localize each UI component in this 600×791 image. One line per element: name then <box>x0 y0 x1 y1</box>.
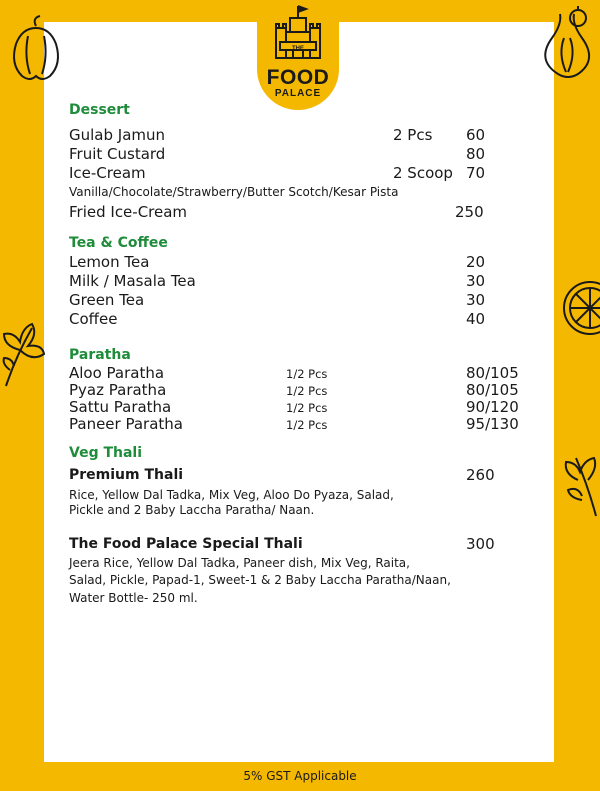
menu-item-name: Fried Ice-Cream <box>69 203 188 221</box>
bell-pepper-icon <box>6 14 66 84</box>
coriander-leaf-icon <box>0 310 48 390</box>
menu-item-note: Vanilla/Chocolate/Strawberry/Butter Scotch/Kesar Pista <box>69 185 399 199</box>
menu-item-name: Paneer Paratha <box>69 415 183 433</box>
brand-logo <box>262 2 334 106</box>
menu-item-price: 90/120 <box>466 398 519 416</box>
menu-item-qty: 2 Pcs <box>393 126 433 144</box>
logo-food: FOOD <box>266 66 330 89</box>
menu-item-price: 60 <box>466 126 486 144</box>
thali-description: Water Bottle- 250 ml. <box>69 591 198 605</box>
section-title-veg-thali: Veg Thali <box>69 445 143 461</box>
menu-item-qty: 2 Scoop <box>393 164 453 182</box>
menu-item-price: 20 <box>466 253 486 271</box>
menu-item-price: 80/105 <box>466 364 519 382</box>
thali-description: Jeera Rice, Yellow Dal Tadka, Paneer dish, Mix Veg, Raita, <box>69 556 410 570</box>
menu-item-price: 80 <box>466 145 486 163</box>
menu-item-name: Ice-Cream <box>69 164 146 182</box>
menu-item-price: 30 <box>466 272 486 290</box>
thali-price: 260 <box>466 466 495 484</box>
menu-item-price: 250 <box>455 203 484 221</box>
menu-item-price: 95/130 <box>466 415 519 433</box>
logo-the: THE <box>292 46 304 52</box>
menu-item-name: Sattu Paratha <box>69 398 172 416</box>
menu-item-qty: 1/2 Pcs <box>286 401 328 415</box>
section-title-dessert: Dessert <box>69 102 130 118</box>
menu-item-name: Coffee <box>69 310 118 328</box>
menu-item-name: Aloo Paratha <box>69 364 165 382</box>
menu-item-name: Gulab Jamun <box>69 126 166 144</box>
thali-description: Rice, Yellow Dal Tadka, Mix Veg, Aloo Do Pyaza, Salad, <box>69 488 394 502</box>
coriander-leaf-icon <box>552 440 600 520</box>
menu-item-name: Milk / Masala Tea <box>69 272 196 290</box>
menu-item-price: 70 <box>466 164 486 182</box>
menu-item-qty: 1/2 Pcs <box>286 418 328 432</box>
menu-item-name: Pyaz Paratha <box>69 381 167 399</box>
garlic-icon <box>532 4 598 84</box>
menu-item-name: Lemon Tea <box>69 253 150 271</box>
menu-item-name: Green Tea <box>69 291 145 309</box>
menu-item-name: Fruit Custard <box>69 145 166 163</box>
section-title-paratha: Paratha <box>69 347 131 363</box>
thali-price: 300 <box>466 535 495 553</box>
thali-name: The Food Palace Special Thali <box>69 536 303 552</box>
lemon-slice-icon <box>558 276 600 340</box>
menu-item-price: 80/105 <box>466 381 519 399</box>
menu-item-qty: 1/2 Pcs <box>286 367 328 381</box>
menu-item-qty: 1/2 Pcs <box>286 384 328 398</box>
thali-name: Premium Thali <box>69 467 184 483</box>
menu-item-price: 30 <box>466 291 486 309</box>
castle-logo-icon <box>262 2 334 66</box>
section-title-tea-coffee: Tea & Coffee <box>69 235 168 251</box>
thali-description: Salad, Pickle, Papad-1, Sweet-1 & 2 Baby Laccha Paratha/Naan, <box>69 573 451 587</box>
logo-palace: PALACE <box>274 88 322 99</box>
thali-description: Pickle and 2 Baby Laccha Paratha/ Naan. <box>69 503 315 517</box>
gst-footer: 5% GST Applicable <box>243 769 357 783</box>
menu-item-price: 40 <box>466 310 486 328</box>
